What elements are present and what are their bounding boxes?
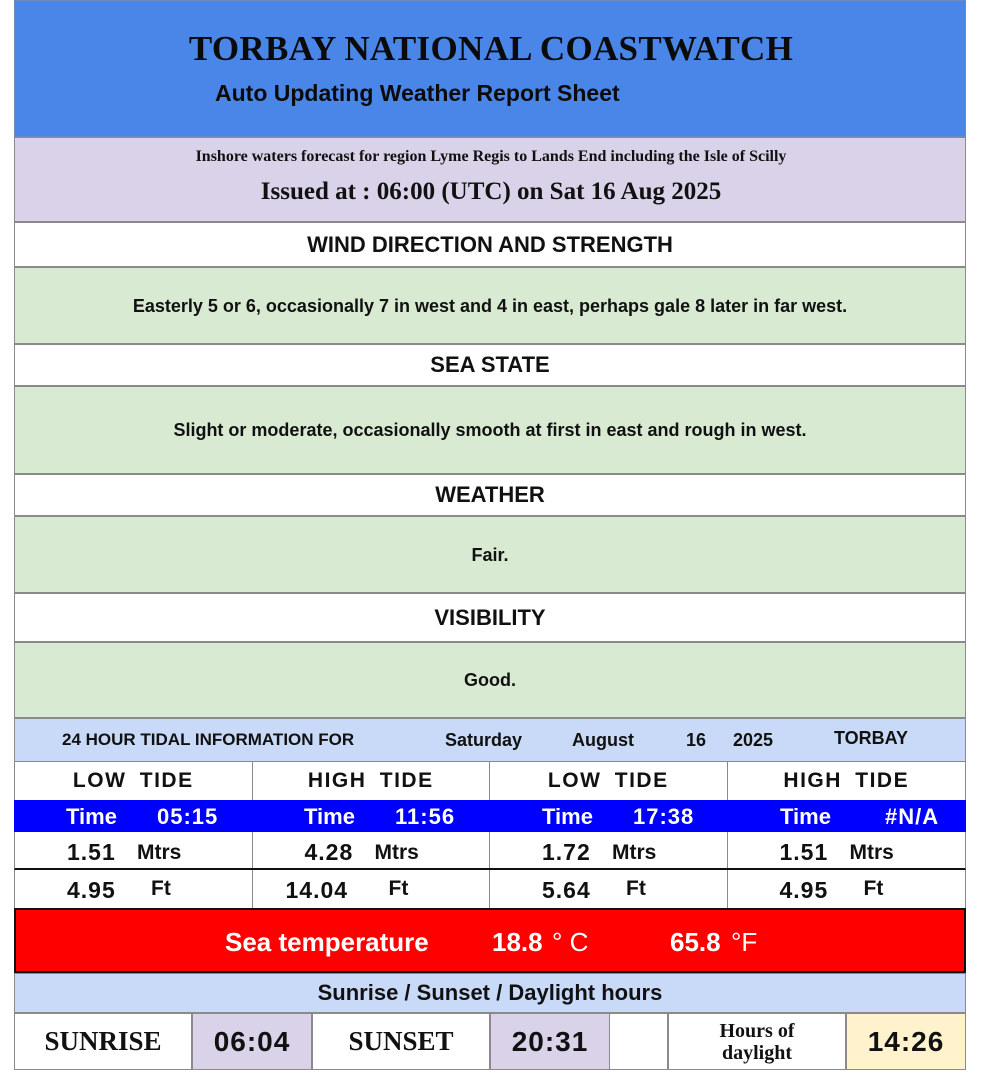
daylight-label-line-2: daylight xyxy=(721,1041,793,1064)
sea-temperature-fahrenheit: 65.8 xyxy=(670,927,721,957)
tide-metres-unit: Mtrs xyxy=(849,841,894,864)
tide-feet-cell xyxy=(490,870,728,908)
tide-time-row xyxy=(14,800,966,832)
daylight-label xyxy=(668,1013,846,1070)
tide-metres-value: 4.28 xyxy=(304,839,354,865)
tide-feet-value: 14.04 xyxy=(285,877,349,903)
tide-feet-unit: Ft xyxy=(863,877,884,900)
tide-metres-cell xyxy=(728,832,966,868)
tide-time-label: Time xyxy=(542,804,593,829)
forecast-region: Inshore waters forecast for region Lyme Regis to Lands End including the Isle of Scilly xyxy=(195,148,787,165)
tide-metres-cell xyxy=(253,832,491,868)
tide-feet-unit: Ft xyxy=(626,877,646,900)
tide-time-label: Time xyxy=(66,804,117,829)
tide-time-cell xyxy=(490,800,728,832)
tide-type-label: HIGH TIDE xyxy=(783,769,910,792)
tide-metres-unit: Mtrs xyxy=(137,841,182,864)
sea-temperature-label: Sea temperature xyxy=(225,927,429,957)
sea-state-text: Slight or moderate, occasionally smooth at first in east and rough in west. xyxy=(14,386,966,474)
tide-header xyxy=(14,718,966,762)
tide-type-label: LOW TIDE xyxy=(490,762,728,800)
tide-metres-unit: Mtrs xyxy=(374,841,419,864)
tide-type-label: LOW TIDE xyxy=(15,762,253,800)
weather-text: Fair. xyxy=(14,516,966,593)
tide-feet-value: 4.95 xyxy=(67,877,116,903)
forecast-issued-panel xyxy=(14,137,966,222)
visibility-text: Good. xyxy=(14,642,966,718)
tide-day: Saturday xyxy=(445,730,523,750)
sun-row xyxy=(14,1013,966,1070)
tide-metres-unit: Mtrs xyxy=(612,841,657,864)
wind-heading: WIND DIRECTION AND STRENGTH xyxy=(14,222,966,267)
tide-feet-value: 4.95 xyxy=(779,877,829,903)
tide-time-cell xyxy=(252,800,490,832)
sea-state-heading: SEA STATE xyxy=(14,344,966,386)
report-title: TORBAY NATIONAL COASTWATCH xyxy=(188,29,794,68)
sun-row-spacer xyxy=(610,1013,668,1070)
tide-metres-value: 1.72 xyxy=(542,839,591,865)
tide-month: August xyxy=(572,730,634,750)
tide-feet-row xyxy=(14,870,966,908)
sea-temperature-celsius: 18.8 xyxy=(492,927,543,957)
sunrise-label: SUNRISE xyxy=(14,1013,192,1070)
tide-date: 16 xyxy=(686,730,707,750)
tide-metres-row xyxy=(14,832,966,870)
sun-heading: Sunrise / Sunset / Daylight hours xyxy=(14,973,966,1013)
tide-location: TORBAY xyxy=(834,728,909,748)
tide-metres-value: 1.51 xyxy=(779,839,829,865)
forecast-issued-time: Issued at : 06:00 (UTC) on Sat 16 Aug 2025 xyxy=(260,178,722,205)
sea-temperature-fahrenheit-unit: °F xyxy=(731,927,758,957)
tide-time-label: Time xyxy=(304,804,355,829)
tide-type-row xyxy=(14,762,966,800)
tide-time-value: 17:38 xyxy=(633,804,695,829)
tide-time-value: 05:15 xyxy=(157,804,219,829)
tide-metres-cell xyxy=(490,832,728,868)
sunset-label: SUNSET xyxy=(312,1013,490,1070)
tide-time-cell xyxy=(14,800,252,832)
tide-year: 2025 xyxy=(733,730,774,750)
report-header xyxy=(14,0,966,137)
tide-time-cell xyxy=(728,800,966,832)
tide-time-value: 11:56 xyxy=(395,804,456,829)
tide-feet-unit: Ft xyxy=(151,877,171,900)
sunset-time: 20:31 xyxy=(490,1013,610,1070)
tide-feet-unit: Ft xyxy=(388,877,409,900)
tide-feet-value: 5.64 xyxy=(542,877,591,903)
tide-time-value: #N/A xyxy=(885,804,940,829)
tide-time-label: Time xyxy=(780,804,831,829)
daylight-label-line-1: Hours of xyxy=(719,1019,795,1042)
tide-feet-cell xyxy=(15,870,253,908)
tide-heading: 24 HOUR TIDAL INFORMATION FOR xyxy=(62,730,355,749)
visibility-heading: VISIBILITY xyxy=(14,593,966,642)
sea-temperature-celsius-unit: ° C xyxy=(552,927,589,957)
tide-metres-value: 1.51 xyxy=(67,839,116,865)
daylight-hours: 14:26 xyxy=(846,1013,966,1070)
tide-feet-cell xyxy=(728,870,966,908)
weather-heading: WEATHER xyxy=(14,474,966,516)
sunrise-time: 06:04 xyxy=(192,1013,312,1070)
report-subtitle: Auto Updating Weather Report Sheet xyxy=(215,80,620,106)
tide-feet-cell xyxy=(253,870,491,908)
tide-metres-cell xyxy=(15,832,253,868)
tide-type-label: HIGH TIDE xyxy=(253,762,491,800)
sea-temperature-panel xyxy=(14,908,966,973)
wind-text: Easterly 5 or 6, occasionally 7 in west and 4 in east, perhaps gale 8 later in far west. xyxy=(14,267,966,344)
